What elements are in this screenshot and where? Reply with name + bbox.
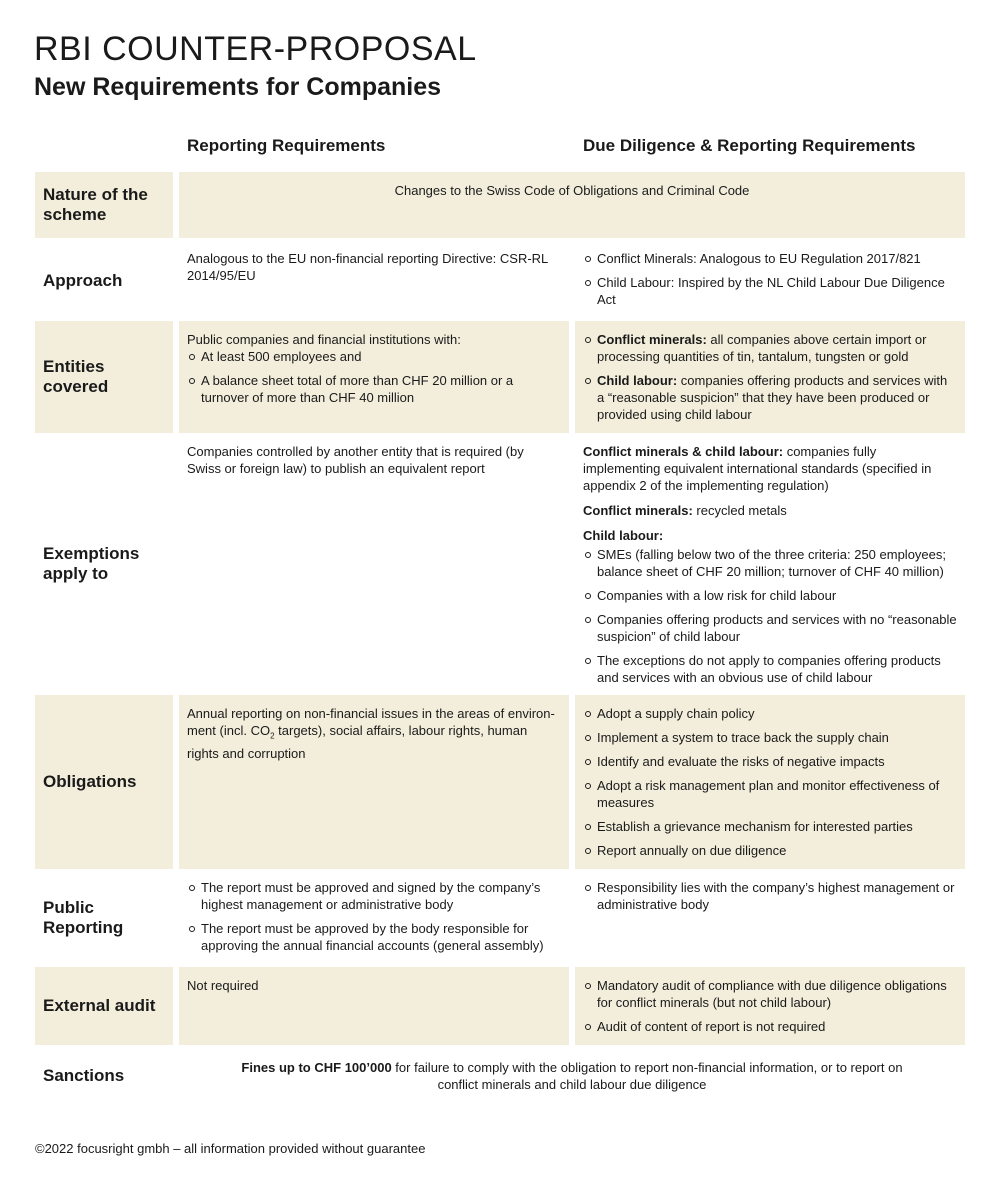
entities-intro: Public companies and financial institutions with: <box>187 332 461 347</box>
public-reporting-reporting <box>179 869 569 967</box>
obligations-text: targets), social affairs, labour rights, human rights and corruption <box>187 723 528 761</box>
subscript: 2 <box>270 731 275 741</box>
item-text: recycled metals <box>692 503 787 518</box>
column-header-reporting: Reporting Requirements <box>187 136 386 155</box>
item-lead: Child labour: <box>583 528 664 543</box>
obligations-reporting <box>179 695 569 869</box>
item-text: companies offering products and services with a “reasonable suspicion” that they have been produced or provided using child labour <box>597 373 948 422</box>
row-label-obligations: Obligations <box>35 695 173 869</box>
list-item: Responsibility lies with the company’s highest management or administrative body <box>597 879 957 913</box>
row-label-external-audit: External audit <box>35 967 173 1045</box>
nature-text: Changes to the Swiss Code of Obligations and Criminal Code <box>179 172 965 238</box>
item-lead: Fines up to CHF 100’000 <box>241 1060 392 1075</box>
approach-reporting: Analogous to the EU non-financial reporting Directive: CSR-RL 2014/95/EU <box>187 251 548 283</box>
sanctions-text <box>179 1045 965 1107</box>
requirements-table <box>35 172 965 1107</box>
footer-copyright: ©2022 focusright gmbh – all information provided without guarantee <box>35 1141 426 1156</box>
exemptions-due-diligence <box>575 433 965 695</box>
row-label-approach: Approach <box>43 270 123 290</box>
list-item: Establish a grievance mechanism for interested parties <box>597 818 957 835</box>
audit-reporting: Not required <box>179 967 569 1045</box>
audit-due-diligence <box>575 967 965 1045</box>
obligations-text: Annual reporting on non-financial issues in the areas of environment (incl. CO <box>187 706 555 738</box>
list-item: Adopt a supply chain policy <box>597 705 957 722</box>
entities-reporting <box>179 321 569 433</box>
list-item: A balance sheet total of more than CHF 20 million or a turnover of more than CHF 40 million <box>201 372 561 406</box>
entities-due-diligence <box>575 321 965 433</box>
public-reporting-due-diligence <box>575 869 965 967</box>
page-subtitle: New Requirements for Companies <box>34 73 442 101</box>
approach-due-diligence <box>575 240 965 321</box>
exemption-paragraph <box>583 502 957 519</box>
list-item: Identify and evaluate the risks of negative impacts <box>597 753 957 770</box>
row-label-public-reporting: Public Reporting <box>43 898 124 937</box>
list-item: The exceptions do not apply to companies offering products and services with an obvious use of child labour <box>597 652 957 686</box>
list-item <box>597 331 957 365</box>
item-text: for failure to comply with the obligation to report non-financial information, or to report on conflict minerals and child labour due diligence <box>391 1060 903 1092</box>
item-lead: Conflict minerals: <box>597 332 707 347</box>
row-label-exemptions: Exemptions apply to <box>43 544 140 583</box>
page-title: RBI COUNTER-PROPOSAL <box>34 30 477 68</box>
item-lead: Child labour: <box>597 373 678 388</box>
column-header-due-diligence: Due Diligence & Reporting Requirements <box>583 136 916 155</box>
row-label-sanctions: Sanctions <box>43 1066 125 1085</box>
list-item: Conflict Minerals: Analogous to EU Regulation 2017/821 <box>597 250 957 267</box>
list-item: Report annually on due diligence <box>597 842 957 859</box>
list-item: Child Labour: Inspired by the NL Child Labour Due Diligence Act <box>597 274 957 308</box>
list-item: Implement a system to trace back the supply chain <box>597 729 957 746</box>
row-label-entities: Entities covered <box>35 321 173 433</box>
exemption-paragraph <box>583 443 957 494</box>
list-item: Mandatory audit of compliance with due diligence obligations for conflict minerals (but not child labour) <box>597 977 957 1011</box>
list-item: The report must be approved and signed by the company’s highest management or administrative body <box>201 879 561 913</box>
list-item <box>597 372 957 423</box>
item-text: companies fully implementing equivalent international standards (specified in appendix 2 of the implementing regulation) <box>583 444 932 493</box>
row-label-nature: Nature of the scheme <box>35 172 173 238</box>
item-lead: Conflict minerals & child labour: <box>583 444 784 459</box>
exemptions-reporting: Companies controlled by another entity that is required (by Swiss or foreign law) to publish an equivalent report <box>187 444 524 476</box>
list-item: SMEs (falling below two of the three criteria: 250 employees; balance sheet of CHF 20 million; turnover of CHF 40 million) <box>597 546 957 580</box>
item-text: all companies above certain import or processing quantities of tin, tantalum, tungsten or gold <box>597 332 927 364</box>
item-lead: Conflict minerals: <box>583 503 693 518</box>
list-item: Adopt a risk management plan and monitor effectiveness of measures <box>597 777 957 811</box>
exemption-paragraph <box>583 527 957 544</box>
list-item: The report must be approved by the body responsible for approving the annual financial accounts (general assembly) <box>201 920 561 954</box>
list-item: Companies with a low risk for child labour <box>597 587 957 604</box>
obligations-due-diligence <box>575 695 965 869</box>
list-item: Companies offering products and services with no “reasonable suspicion” of child labour <box>597 612 957 644</box>
list-item: Audit of content of report is not required <box>597 1018 957 1035</box>
list-item: At least 500 employees and <box>201 348 561 365</box>
